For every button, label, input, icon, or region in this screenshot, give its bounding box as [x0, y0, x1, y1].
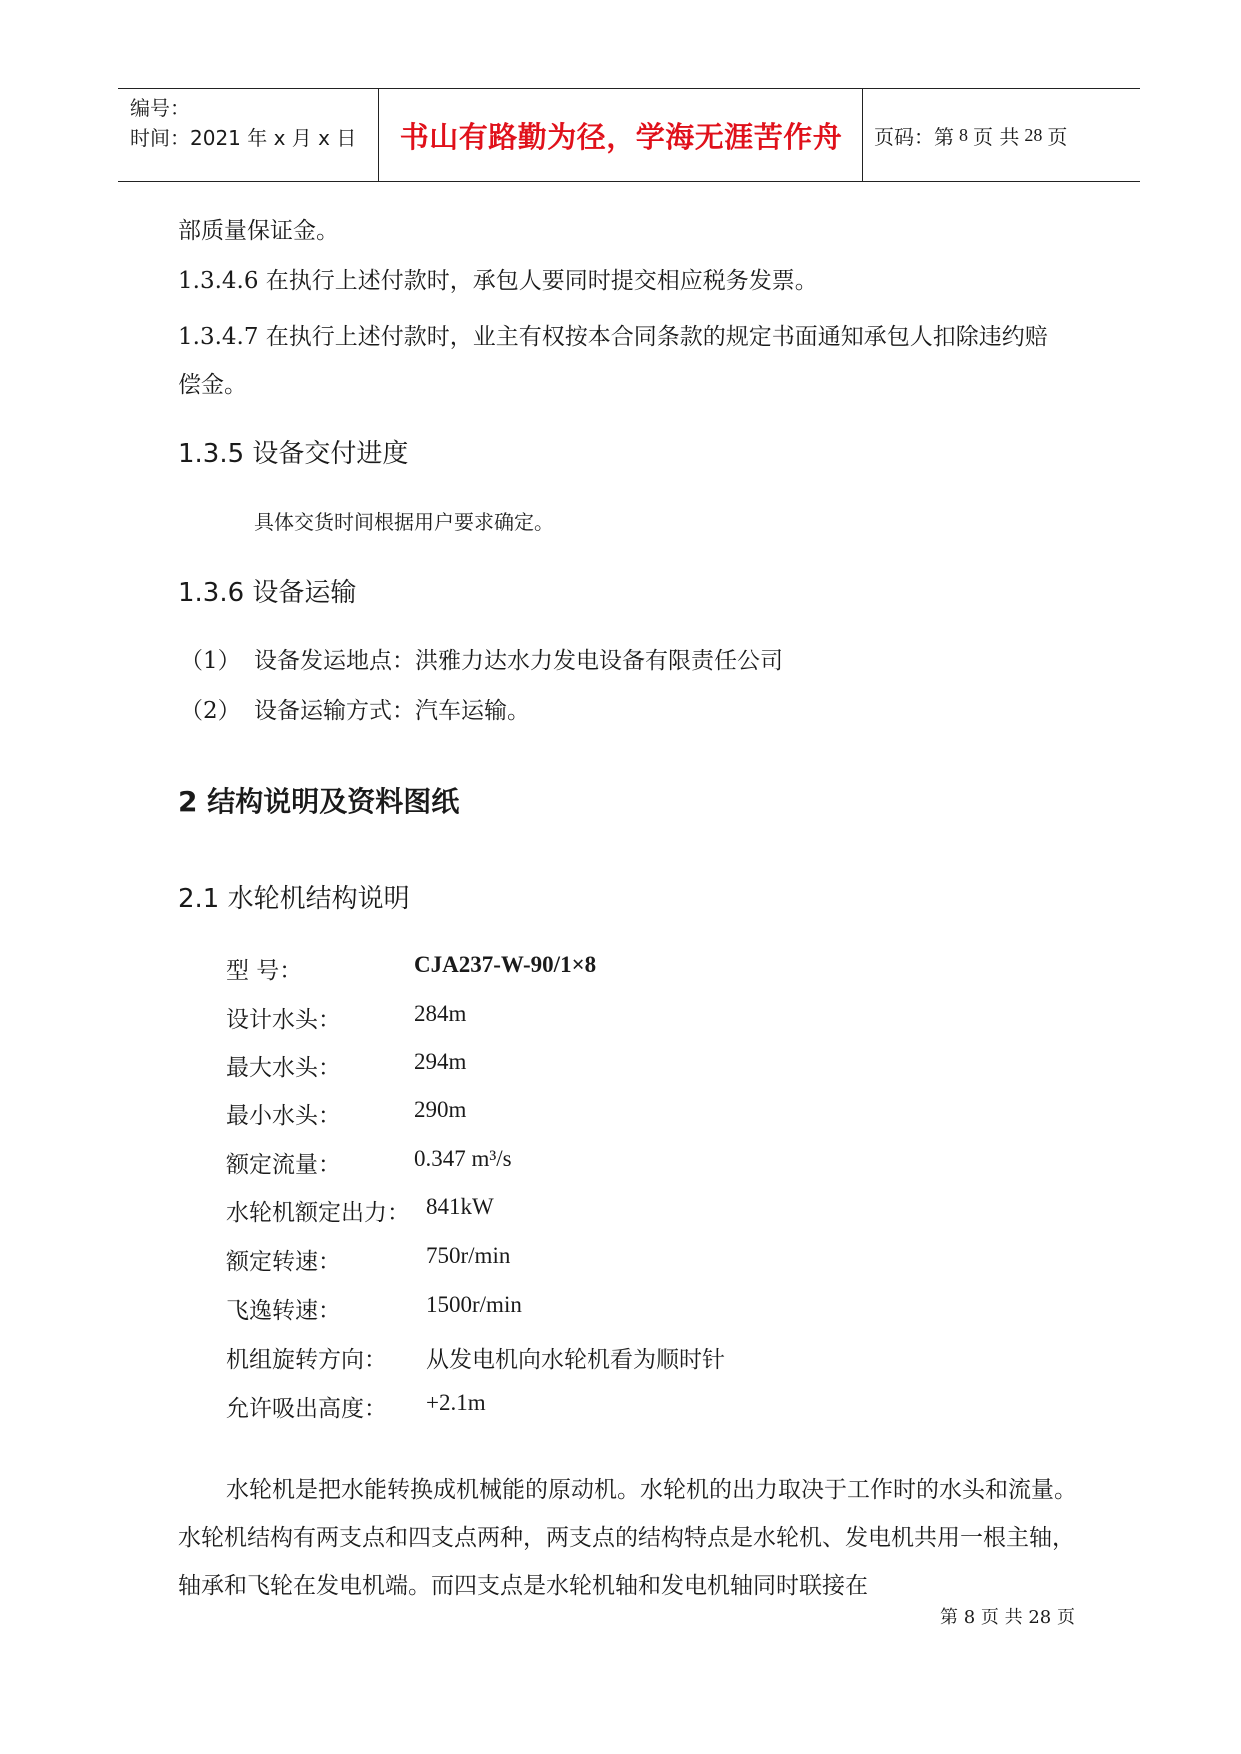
spec-value: 1500r/min [426, 1292, 522, 1317]
spec-value: +2.1m [426, 1390, 486, 1415]
page-current: 8 [959, 124, 968, 145]
spec-value: 750r/min [426, 1243, 511, 1268]
spec-value: 284m [414, 1001, 467, 1026]
spec-label: 最大水头： [226, 1055, 341, 1081]
header-motto: 书山有路勤为径，学海无涯苦作舟 [399, 119, 843, 154]
page-prefix: 页码：第 [874, 124, 954, 149]
page-total: 28 [1024, 124, 1043, 145]
spec-value-model: CJA237-W-90/1×8 [414, 952, 597, 977]
spec-label: 额定流量： [226, 1152, 341, 1178]
document-number-label: 编号： [130, 96, 190, 120]
page-suffix: 页 [1047, 124, 1068, 149]
body-paragraph: 水轮机是把水能转换成机械能的原动机。水轮机的出力取决于工作时的水头和流量。水轮机结构有两支点和四支点两种，两支点的结构特点是水轮机、发电机共用一根主轴，轴承和飞轮在发电机端。而四支点是水轮机轴和发电机轴同时联接在 [178, 1477, 1077, 1599]
spec-value: 841kW [426, 1194, 494, 1219]
spec-value: 294m [414, 1049, 467, 1074]
list-item-number: （1） [180, 648, 241, 674]
header-divider [862, 89, 863, 181]
spec-label: 设计水头： [226, 1007, 341, 1033]
section-heading-1-3-6: 1.3.6 设备运输 [178, 578, 357, 608]
delivery-note: 具体交货时间根据用户要求确定。 [254, 510, 554, 534]
text-line: 1.3.4.7 在执行上述付款时，业主有权按本合同条款的规定书面通知承包人扣除违约赔 [178, 324, 1048, 350]
spec-label: 水轮机额定出力： [226, 1200, 410, 1226]
header-meta [130, 93, 380, 153]
list-item: 设备发运地点：洪雅力达水力发电设备有限责任公司 [254, 648, 783, 674]
spec-label: 允许吸出高度： [226, 1396, 387, 1422]
header-page-indicator [874, 89, 1067, 181]
text-line: 部质量保证金。 [178, 218, 339, 244]
spec-value: 从发电机向水轮机看为顺时针 [426, 1347, 725, 1373]
page-header [118, 88, 1140, 182]
header-divider [378, 89, 379, 181]
spec-value: 0.347 m³/s [414, 1146, 512, 1171]
list-item-number: （2） [180, 698, 241, 724]
page-middle: 页 共 [973, 124, 1020, 149]
spec-label: 最小水头： [226, 1103, 341, 1129]
list-item: 设备运输方式：汽车运输。 [254, 698, 530, 724]
spec-label: 机组旋转方向： [226, 1347, 387, 1373]
spec-label-model: 型 号： [226, 958, 303, 984]
text-line: 偿金。 [178, 372, 247, 398]
page-footer: 第 8 页 共 28 页 [940, 1607, 1075, 1628]
text-line: 1.3.4.6 在执行上述付款时，承包人要同时提交相应税务发票。 [178, 268, 818, 294]
spec-value: 290m [414, 1097, 467, 1122]
section-heading-2-1: 2.1 水轮机结构说明 [178, 884, 410, 914]
spec-label: 额定转速： [226, 1249, 341, 1275]
document-time: 时间：2021 年 x 月 x 日 [130, 126, 357, 150]
chapter-heading-2: 2 结构说明及资料图纸 [178, 785, 460, 818]
section-heading-1-3-5: 1.3.5 设备交付进度 [178, 439, 409, 469]
spec-label: 飞逸转速： [226, 1298, 341, 1324]
